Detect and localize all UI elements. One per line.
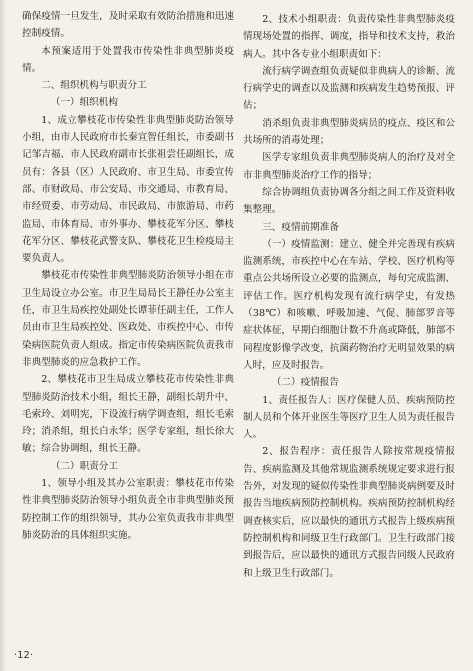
paragraph: 2、报告程序：责任报告人除按常规疫情报告、疾病监测及其他常规监测系统规定要求进行报告外，对发现的疑似传染性非典型肺炎病例要及时报告当地疾病预防控制机构。疾病预防控制机构经调查核实后，应以最快的通讯方式报告上级疾病预防控制机构和同级卫生行政部门。卫生行政部门接到报告后，应以最快的通讯方式报告同级人民政府和上级卫生行政部门。 bbox=[243, 446, 455, 579]
paragraph: 综合协调组负责协调各分组之间工作及资料收集整理。 bbox=[243, 186, 455, 216]
right-column bbox=[243, 11, 455, 582]
paragraph: 确保疫情一旦发生，及时采取有效防治措施和迅速控制疫情。 bbox=[22, 11, 234, 40]
paragraph: 2、技术小组职责：负责传染性非典型肺炎疫情现场处置的指挥、调度，指导和技术支持，救治病人。其中各专业小组职责如下： bbox=[243, 14, 455, 60]
left-column bbox=[22, 8, 234, 544]
section-heading: 二、组织机构与职责分工 bbox=[41, 80, 147, 92]
paragraph: 流行病学调查组负责疑似非典病人的诊断、流行病学史的调查以及监测和疾病发生趋势预报、评估； bbox=[243, 65, 455, 112]
paragraph: 1、责任报告人：医疗保健人员、疾病预防控制人员和个体开业医生等医疗卫生人员为责任报告人。 bbox=[243, 394, 455, 441]
section-heading: （二）职责分工 bbox=[50, 460, 118, 472]
paragraph: 本预案适用于处置我市传染性非典型肺炎疫情。 bbox=[22, 45, 234, 74]
paragraph: 2、攀枝花市卫生局成立攀枝花市传染性非典型肺炎防治技术小组，组长王静，副组长胡升中、毛索玲、刘明宪，下设流行病学调查组，组长毛索玲；消杀组，组长白永华；医学专家组，组长徐大敏；综合协调组，组长王静。 bbox=[22, 374, 234, 455]
paragraph: 1、领导小组及其办公室职责：攀枝花市传染性非典型肺炎防治领导小组负责全市非典型肺炎预防控制工作的组织领导，其办公室负责我市非典型肺炎防治的具体组织实施。 bbox=[22, 478, 234, 541]
paragraph: 消杀组负责非典型肺炎病员的疫点、疫区和公共场所的消毒处理； bbox=[243, 117, 455, 147]
paragraph: （一）疫情监测：建立、健全并完善现有疾病监测系统，市疾控中心在车站、学校、医疗机构等重点公共场所设立必要的监测点，每旬完成监测、评估工作。医疗机构发现有流行病学史，有发热（38℃）和咳嗽、呼吸加速、气促、肺部罗音等症状体征，早期白细胞计数不升高或降低，肺部不同程度影像学改变，抗菌药物治疗无明显效果的病人时，应及时报告。 bbox=[243, 238, 455, 371]
paragraph: 攀枝花市传染性非典型肺炎防治领导小组在市卫生局设立办公室。市卫生局局长王静任办公室主任，市卫生局疾控处副处长谭菲任副主任，工作人员由市卫生局疾控处、医政处、市疾控中心、市传染病医院负责人组成。指定市传染病医院负责我市非典型肺炎的应急救护工作。 bbox=[22, 270, 234, 368]
section-heading: （一）组织机构 bbox=[50, 97, 118, 109]
section-heading: （二）疫情报告 bbox=[271, 377, 339, 389]
paragraph: 1、成立攀枝花市传染性非典型肺炎防治领导小组，由市人民政府市长秦宣智任组长，市委副书记邹吉福、市人民政府副市长张祖尝任副组长，成员有：各县（区）人民政府、市卫生局、市委宣传部、市财政局、市公安局、市交通局、市教育局、市经贸委、市劳动局、市民政局、市旅游局、市药监局、市体育局、市外事办、攀枝花军分区、攀枝花军分区、攀枝花武警支队、攀枝花卫生检疫局主要负责人。 bbox=[22, 114, 234, 265]
paragraph: 医学专家组负责非典型肺炎病人的治疗及对全市非典型肺炎治疗工作的指导； bbox=[243, 152, 455, 181]
binding-shadow bbox=[0, 0, 6, 671]
page-number: ·12· bbox=[14, 650, 34, 661]
section-heading: 三、疫情前期准备 bbox=[262, 221, 339, 233]
